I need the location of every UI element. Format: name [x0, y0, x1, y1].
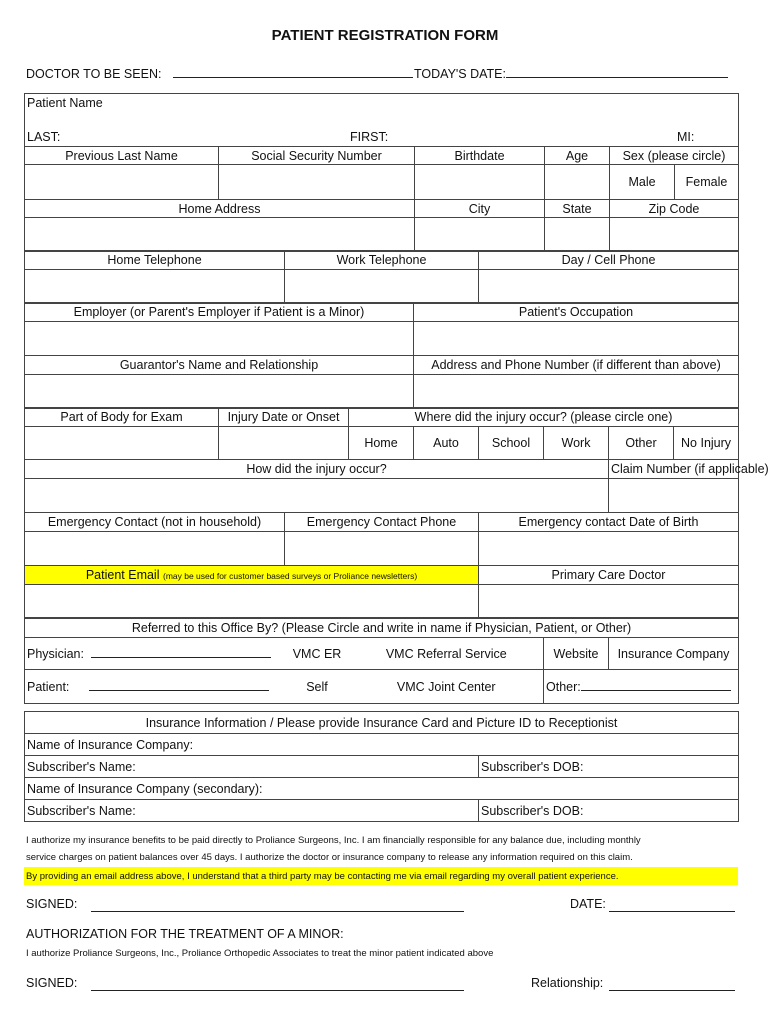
where-other-option[interactable]: Other	[609, 427, 674, 460]
referral-header: Referred to this Office By? (Please Circle and write in name if Physician, Patient, or Other)	[25, 618, 739, 638]
email-note: (may be used for customer based surveys or Proliance newsletters)	[162, 571, 418, 581]
referral-vmc-er[interactable]: VMC ER	[285, 638, 350, 670]
body-part-field[interactable]	[25, 427, 219, 460]
signature-line[interactable]	[91, 910, 464, 912]
where-school-option[interactable]: School	[479, 427, 544, 460]
home-address-field[interactable]	[25, 218, 415, 252]
subscriber2-name-field[interactable]: Subscriber's Name:	[25, 800, 479, 822]
doctor-label: DOCTOR TO BE SEEN:	[26, 67, 162, 81]
relationship-label: Relationship:	[531, 976, 604, 990]
where-auto-option[interactable]: Auto	[414, 427, 479, 460]
referral-vmc-joint[interactable]: VMC Joint Center	[350, 670, 544, 704]
guarantor-address-field[interactable]	[414, 375, 739, 409]
other-blank[interactable]	[581, 679, 731, 691]
referral-physician[interactable]	[25, 638, 285, 670]
last-label: LAST:	[27, 130, 61, 144]
injury-where-header: Where did the injury occur? (please circle one)	[349, 408, 739, 427]
claim-field[interactable]	[609, 479, 739, 513]
primary-doctor-header: Primary Care Doctor	[479, 566, 739, 585]
guarantor-address-header: Address and Phone Number (if different than above)	[414, 356, 739, 375]
form-title: PATIENT REGISTRATION FORM	[271, 27, 499, 44]
emergency-dob-field[interactable]	[479, 532, 739, 566]
referral-self[interactable]: Self	[285, 670, 350, 704]
physician-blank[interactable]	[91, 646, 271, 658]
primary-doctor-field[interactable]	[479, 585, 739, 619]
home-phone-field[interactable]	[25, 270, 285, 304]
emergency-phone-header: Emergency Contact Phone	[285, 513, 479, 532]
cell-phone-field[interactable]	[479, 270, 739, 304]
body-part-header: Part of Body for Exam	[25, 408, 219, 427]
patient-name-section: Patient Name	[25, 94, 739, 113]
subscriber-dob-field[interactable]: Subscriber's DOB:	[479, 756, 739, 778]
emergency-contact-field[interactable]	[25, 532, 285, 566]
first-label: FIRST:	[350, 130, 389, 144]
relationship-line[interactable]	[609, 989, 735, 991]
insurance-company-field[interactable]: Name of Insurance Company:	[25, 734, 739, 756]
injury-date-header: Injury Date or Onset	[219, 408, 349, 427]
birthdate-field[interactable]	[415, 165, 545, 200]
signature2-line[interactable]	[91, 989, 464, 991]
injury-date-field[interactable]	[219, 427, 349, 460]
referral-patient[interactable]	[25, 670, 285, 704]
referral-website[interactable]: Website	[544, 638, 609, 670]
how-injury-header: How did the injury occur?	[25, 460, 609, 479]
patient-info-table	[24, 93, 739, 252]
authorization-line-3: By providing an email address above, I understand that a third party may be contacting me via email regarding my overall patient experience.	[26, 871, 619, 882]
sex-male-option[interactable]: Male	[610, 165, 675, 200]
other-label: Other:	[546, 680, 581, 694]
emergency-phone-field[interactable]	[285, 532, 479, 566]
insurance-table	[24, 711, 739, 822]
subscriber-name-field[interactable]: Subscriber's Name:	[25, 756, 479, 778]
insurance-header: Insurance Information / Please provide Insurance Card and Picture ID to Receptionist	[25, 712, 739, 734]
zip-header: Zip Code	[610, 200, 739, 218]
age-field[interactable]	[545, 165, 610, 200]
patient-name-row[interactable]	[25, 113, 739, 147]
ssn-header: Social Security Number	[219, 147, 415, 165]
injury-table	[24, 407, 769, 513]
date-sign-line[interactable]	[609, 910, 735, 912]
minor-heading: AUTHORIZATION FOR THE TREATMENT OF A MINOR:	[26, 927, 344, 941]
authorization-line-2: service charges on patient balances over 45 days. I authorize the doctor or insurance company to release any information required on this claim.	[26, 852, 633, 863]
patient-email-field[interactable]	[25, 585, 479, 619]
doctor-field[interactable]	[26, 66, 413, 81]
date-sign-label: DATE:	[570, 897, 606, 911]
where-no-injury-option[interactable]: No Injury	[674, 427, 739, 460]
employer-field[interactable]	[25, 322, 414, 356]
how-injury-field[interactable]	[25, 479, 609, 513]
physician-label: Physician:	[27, 647, 84, 661]
prev-last-name-header: Previous Last Name	[25, 147, 219, 165]
home-address-header: Home Address	[25, 200, 415, 218]
occupation-field[interactable]	[414, 322, 739, 356]
referral-insurance-company[interactable]: Insurance Company	[609, 638, 739, 670]
email-label: Patient Email	[85, 568, 160, 582]
birthdate-header: Birthdate	[415, 147, 545, 165]
state-field[interactable]	[545, 218, 610, 252]
claim-header: Claim Number (if applicable)	[609, 460, 739, 479]
employer-header: Employer (or Parent's Employer if Patient is a Minor)	[25, 303, 414, 322]
date-blank[interactable]	[506, 66, 728, 78]
signed2-label: SIGNED:	[26, 976, 78, 990]
doctor-blank[interactable]	[173, 66, 413, 78]
occupation-header: Patient's Occupation	[414, 303, 739, 322]
referral-table	[24, 617, 739, 704]
guarantor-header: Guarantor's Name and Relationship	[25, 356, 414, 375]
signed-label: SIGNED:	[26, 897, 78, 911]
emergency-dob-header: Emergency contact Date of Birth	[479, 513, 739, 532]
patient-blank[interactable]	[89, 679, 269, 691]
city-field[interactable]	[415, 218, 545, 252]
contact-table	[24, 250, 739, 304]
date-label: TODAY'S DATE:	[414, 67, 506, 81]
minor-text: I authorize Proliance Surgeons, Inc., Proliance Orthopedic Associates to treat the minor patient indicated above	[26, 948, 494, 959]
guarantor-field[interactable]	[25, 375, 414, 409]
cell-phone-header: Day / Cell Phone	[479, 251, 739, 270]
where-home-option[interactable]: Home	[349, 427, 414, 460]
home-phone-header: Home Telephone	[25, 251, 285, 270]
zip-field[interactable]	[610, 218, 739, 252]
referral-vmc-referral[interactable]: VMC Referral Service	[350, 638, 544, 670]
employer-table	[24, 302, 739, 409]
age-header: Age	[545, 147, 610, 165]
date-field[interactable]	[414, 66, 728, 81]
authorization-line-1: I authorize my insurance benefits to be paid directly to Proliance Surgeons, Inc. I am financially responsible for any balance due, including monthly	[26, 835, 641, 846]
ssn-field[interactable]	[219, 165, 415, 200]
state-header: State	[545, 200, 610, 218]
work-phone-header: Work Telephone	[285, 251, 479, 270]
prev-last-name-field[interactable]	[25, 165, 219, 200]
patient-label: Patient:	[27, 680, 70, 694]
emergency-contact-header: Emergency Contact (not in household)	[25, 513, 285, 532]
referral-other[interactable]	[544, 670, 739, 704]
patient-email-header	[25, 566, 479, 585]
sex-header: Sex (please circle)	[610, 147, 739, 165]
work-phone-field[interactable]	[285, 270, 479, 304]
where-work-option[interactable]: Work	[544, 427, 609, 460]
mi-label: MI:	[677, 130, 695, 144]
subscriber2-dob-field[interactable]: Subscriber's DOB:	[479, 800, 739, 822]
insurance-company-secondary-field[interactable]: Name of Insurance Company (secondary):	[25, 778, 739, 800]
sex-female-option[interactable]: Female	[675, 165, 739, 200]
city-header: City	[415, 200, 545, 218]
emergency-table	[24, 512, 739, 619]
